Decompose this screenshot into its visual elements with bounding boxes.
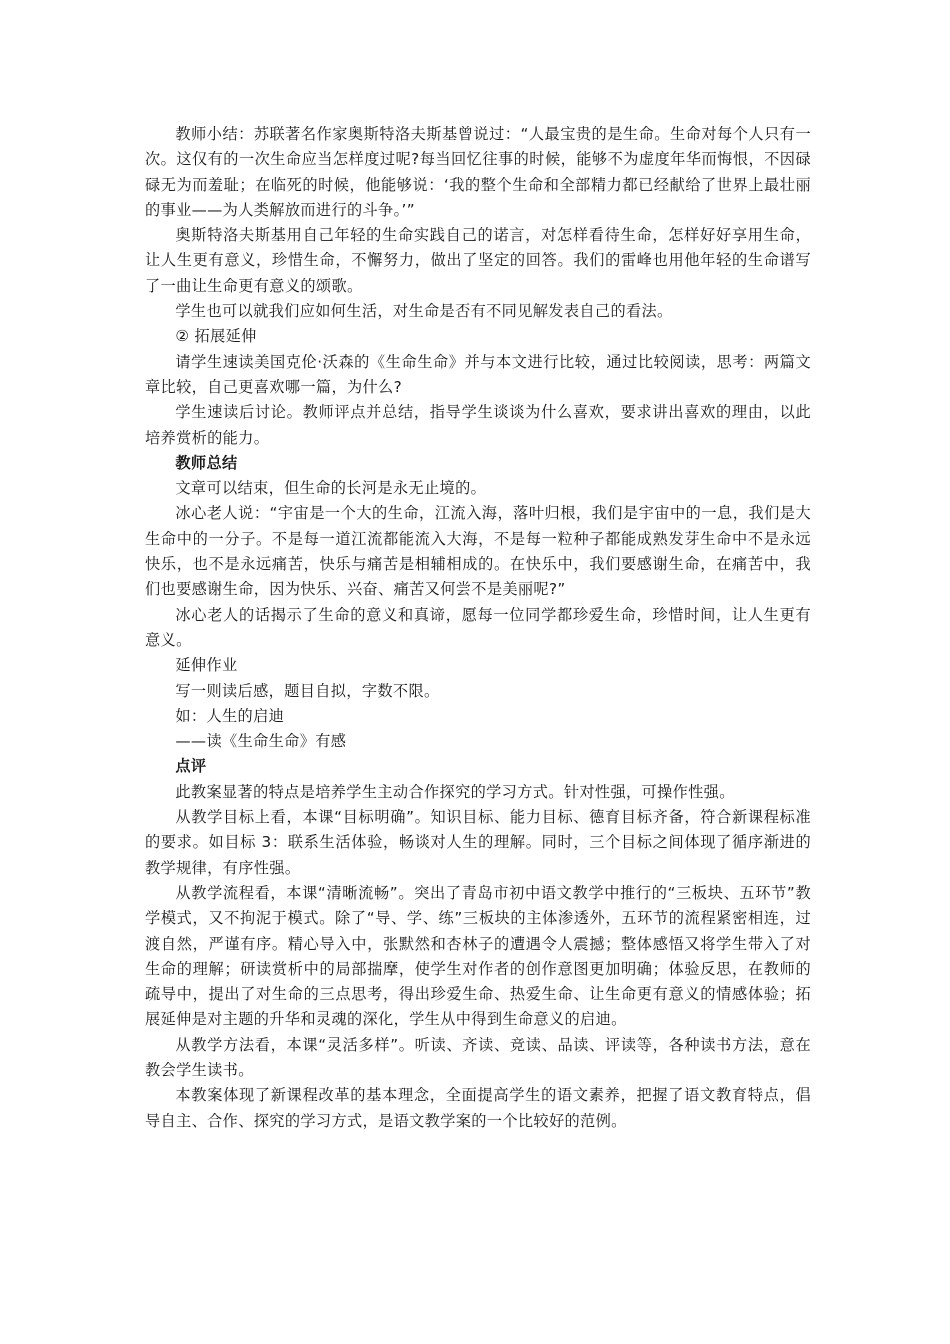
paragraph-review-goals: 从教学目标上看，本课“目标明确”。知识目标、能力目标、德育目标齐备，符合新课程标准的要求。如目标 3：联系生活体验，畅谈对人生的理解。同时，三个目标之间体现了循序渐进的教学规律，有序性强。 — [145, 808, 811, 877]
paragraph-review-methods: 从教学方法看，本课“灵活多样”。听读、齐读、竞读、品读、评读等，各种读书方法，意在教会学生读书。 — [145, 1035, 811, 1079]
paragraph-discussion: 学生速读后讨论。教师评点并总结，指导学生谈谈为什么喜欢，要求讲出喜欢的理由，以此培养赏析的能力。 — [145, 403, 811, 447]
paragraph-review-process: 从教学流程看，本课“清晰流畅”。突出了青岛市初中语文教学中推行的“三板块、五环节”教学模式，又不拘泥于模式。除了“导、学、练”三板块的主体渗透外，五环节的流程紧密相连，过渡自然，严谨有序。精心导入中，张默然和杏林子的遭遇令人震撼；整体感悟又将学生带入了对生命的理解；研读赏析中的局部揣摩，使学生对作者的创作意图更加明确；体验反思，在教师的疏导中，提出了对生命的三点思考，得出珍爱生命、热爱生命、让生命更有意义的情感体验；拓展延伸是对主题的升华和灵魂的深化，学生从中得到生命意义的启迪。 — [145, 883, 811, 1029]
paragraph-review-conclusion: 本教案体现了新课程改革的基本理念，全面提高学生的语文素养，把握了语文教育特点，倡导自主、合作、探究的学习方式，是语文教学案的一个比较好的范例。 — [145, 1086, 811, 1130]
paragraph-review-feature: 此教案显著的特点是培养学生主动合作探究的学习方式。针对性强，可操作性强。 — [175, 782, 735, 801]
paragraph-example-subtitle: ——读《生命生命》有感 — [175, 732, 347, 751]
document-body — [145, 122, 811, 1134]
paragraph-example-title: 如：人生的启迪 — [175, 706, 285, 725]
paragraph-bingxin-quote: 冰心老人说：“宇宙是一个大的生命，江流入海，落叶归根，我们是宇宙中的一息，我们是大生命中的一分子。不是每一道江流都能流入大海，不是每一粒种子都能成熟发芽生命中不是永远快乐，也不是永远痛苦，快乐与痛苦是相辅相成的。在快乐中，我们要感谢生命，在痛苦中，我们也要感谢生命，因为快乐、兴奋、痛苦又何尝不是美丽呢?” — [145, 504, 811, 599]
paragraph-teacher-summary: 教师小结：苏联著名作家奥斯特洛夫斯基曾说过：“人最宝贵的是生命。生命对每个人只有一次。这仅有的一次生命应当怎样度过呢?每当回忆往事的时候，能够不为虚度年华而悔恨，不因碌碌无为而羞耻；在临死的时候，他能够说：‘我的整个生命和全部精力都已经献给了世界上最壮丽的事业——为人类解放而进行的斗争。’” — [145, 125, 811, 219]
heading-review: 点评 — [175, 757, 207, 776]
paragraph-student-opinion: 学生也可以就我们应如何生活，对生命是否有不同见解发表自己的看法。 — [175, 302, 673, 321]
heading-teacher-conclusion: 教师总结 — [175, 453, 238, 472]
paragraph-river-of-life: 文章可以结束，但生命的长河是永无止境的。 — [175, 479, 487, 498]
heading-extension: ② 拓展延伸 — [175, 327, 257, 346]
paragraph-reading-task: 请学生速读美国克伦·沃森的《生命生命》并与本文进行比较，通过比较阅读，思考：两篇文章比较，自己更喜欢哪一篇，为什么? — [145, 352, 811, 396]
paragraph-homework-task: 写一则读后感，题目自拟，字数不限。 — [175, 681, 440, 700]
heading-homework: 延伸作业 — [175, 656, 238, 675]
paragraph-bingxin-meaning: 冰心老人的话揭示了生命的意义和真谛，愿每一位同学都珍爱生命，珍惜时间，让人生更有意义。 — [145, 605, 811, 649]
paragraph-ostrovsky: 奥斯特洛夫斯基用自己年轻的生命实践自己的诺言，对怎样看待生命，怎样好好享用生命，让人生更有意义，珍惜生命，不懈努力，做出了坚定的回答。我们的雷峰也用他年轻的生命谱写了一曲让生命更有意义的颂歌。 — [145, 226, 811, 295]
